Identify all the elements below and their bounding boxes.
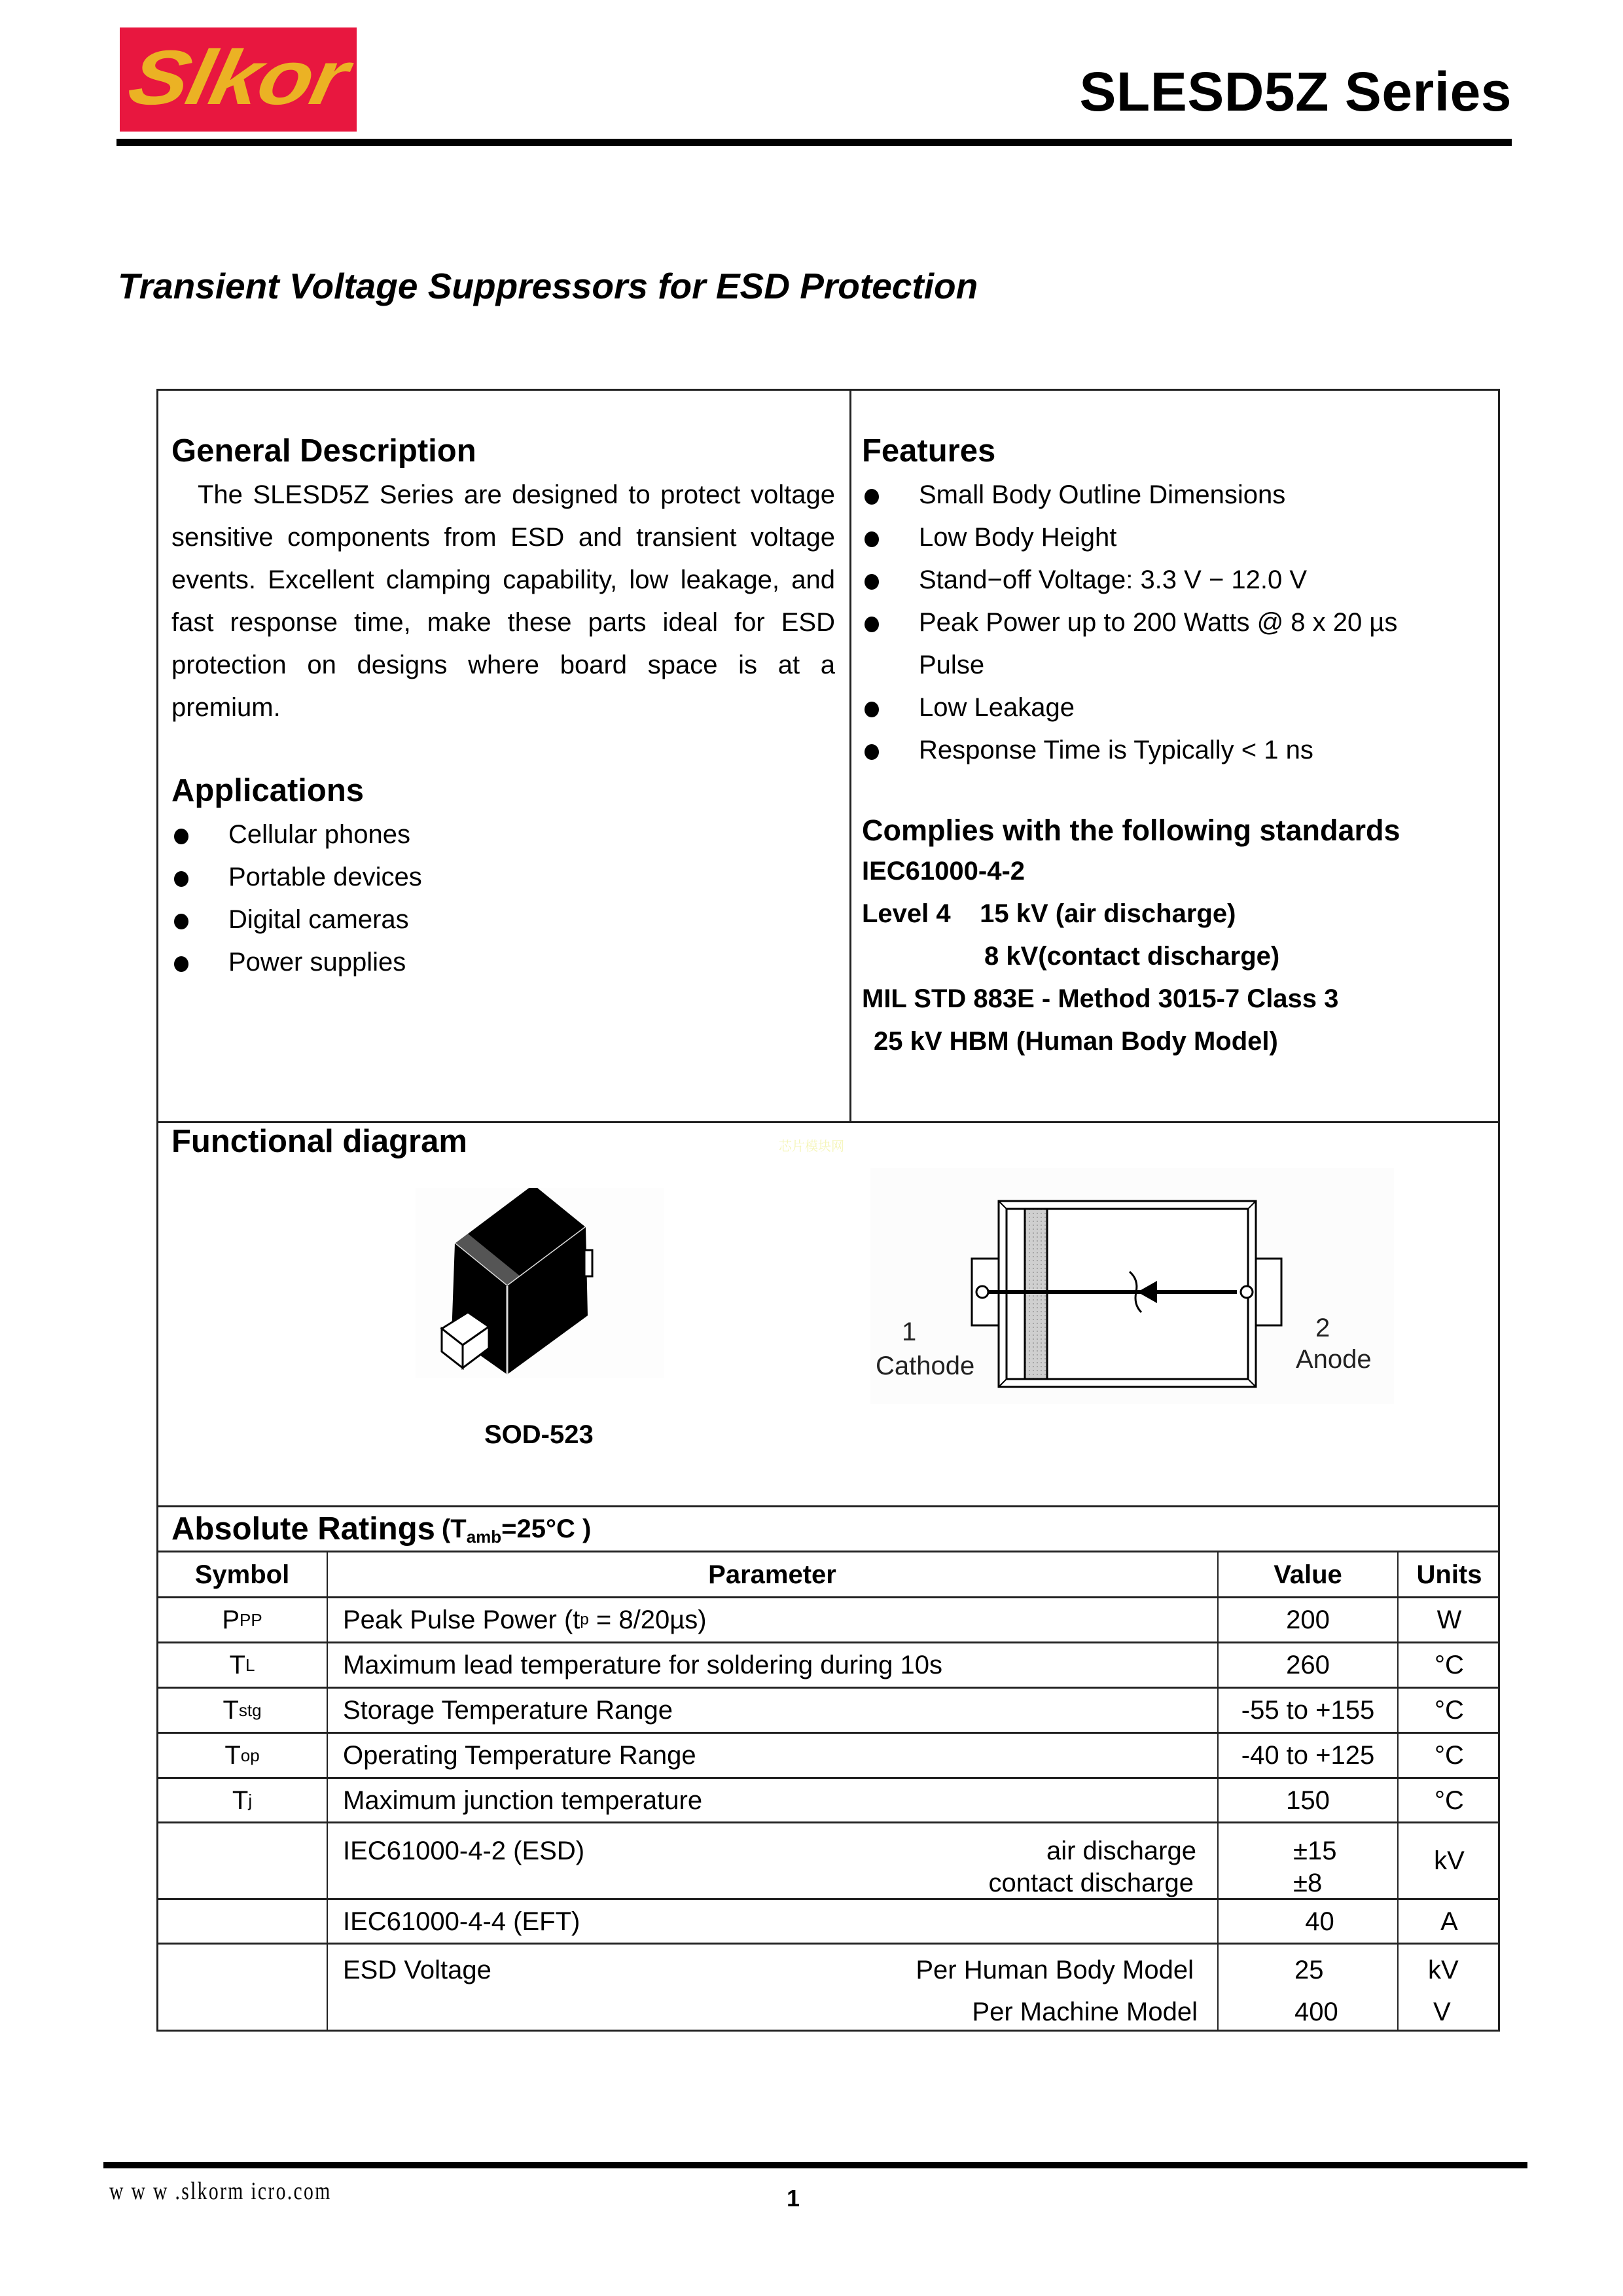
- list-item-text: Response Time is Typically < 1 ns: [919, 736, 1313, 764]
- units-cell: °C: [1435, 1741, 1464, 1770]
- units-hbm: kV: [1428, 1956, 1459, 1984]
- list-item: [862, 474, 1490, 516]
- document-subtitle: Transient Voltage Suppressors for ESD Protection: [118, 266, 978, 306]
- units-cell: °C: [1435, 1785, 1464, 1815]
- list-item-text: Cellular phones: [228, 820, 410, 849]
- list-item-text: Peak Power up to 200 Watts @ 8 x 20 µs Pulse: [919, 608, 1398, 679]
- symbol-cell: T stg: [223, 1696, 262, 1725]
- standard-line: 25 kV HBM (Human Body Model): [874, 1027, 1278, 1056]
- footer-rule: [103, 2162, 1527, 2168]
- condition-sub: amb: [466, 1526, 502, 1547]
- units-cell: A: [1440, 1907, 1458, 1936]
- bullet-icon: [174, 914, 188, 929]
- symbol-main: T: [229, 1651, 245, 1679]
- symbol-main: P: [222, 1605, 240, 1634]
- features-list: [862, 474, 1490, 772]
- bullet-icon: [174, 871, 188, 887]
- units-cell: W: [1436, 1605, 1462, 1634]
- table-line: [156, 1821, 1500, 1823]
- header-rule: [116, 139, 1512, 146]
- table-header-value: Value: [1274, 1560, 1342, 1589]
- pin2-number: 2: [1315, 1314, 1330, 1342]
- bullet-icon: [865, 702, 879, 717]
- list-item-text: Portable devices: [228, 863, 422, 891]
- document-title: SLESD5Z Series: [1079, 61, 1512, 122]
- condition-prefix: (T: [441, 1514, 467, 1543]
- description-line: protection on designs where board space is at a: [171, 651, 835, 679]
- value-cell: 200: [1286, 1605, 1330, 1634]
- general-description-section: [171, 435, 835, 729]
- bullet-icon: [865, 531, 879, 547]
- bullet-icon: [174, 829, 188, 844]
- value-air: ±15: [1293, 1837, 1337, 1865]
- symbol-main: T: [224, 1741, 241, 1770]
- ratings-condition: [441, 1514, 592, 1547]
- value-cell: -40 to +125: [1241, 1741, 1375, 1770]
- package-label: SOD-523: [484, 1420, 594, 1449]
- parameter-cell: ESD Voltage: [343, 1956, 491, 1984]
- standard-line: MIL STD 883E - Method 3015-7 Class 3: [862, 984, 1339, 1013]
- table-header-symbol: Symbol: [194, 1560, 290, 1589]
- list-item: [171, 814, 826, 856]
- watermark: 芯片模块网: [779, 1139, 844, 1154]
- units-mm: V: [1433, 1998, 1451, 2026]
- list-item-text: Small Body Outline Dimensions: [919, 480, 1286, 509]
- parameter-text: Peak Pulse Power (t: [343, 1605, 580, 1634]
- standards-section: [862, 816, 1490, 1063]
- condition-contact: contact discharge: [988, 1869, 1194, 1897]
- list-item-text: Digital cameras: [228, 905, 409, 934]
- pin2-name: Anode: [1296, 1345, 1372, 1374]
- list-item-text: Stand−off Voltage: 3.3 V − 12.0 V: [919, 565, 1308, 594]
- features-section: [862, 435, 1490, 772]
- description-line: fast response time, make these parts ideal for ESD: [171, 608, 835, 637]
- units-cell: °C: [1435, 1696, 1464, 1725]
- general-description-heading: General Description: [171, 433, 476, 469]
- column-divider: [849, 389, 851, 1123]
- general-description-text: [171, 474, 835, 729]
- pin1-name: Cathode: [876, 1352, 975, 1380]
- description-line: The SLESD5Z Series are designed to protect voltage: [198, 480, 835, 509]
- value-cell: 150: [1286, 1785, 1330, 1815]
- standard-line: 8 kV(contact discharge): [984, 942, 1280, 971]
- list-item: [862, 516, 1490, 559]
- value-hbm: 25: [1294, 1956, 1324, 1984]
- parameter-cell: Operating Temperature Range: [343, 1741, 696, 1770]
- package-illustration: [416, 1188, 664, 1378]
- company-logo: [120, 27, 357, 132]
- units-cell: kV: [1434, 1846, 1465, 1875]
- condition-suffix: =25°C ): [501, 1514, 592, 1543]
- value-cell: 40: [1305, 1907, 1334, 1936]
- symbol-cell: P PP: [222, 1605, 262, 1634]
- pinout-diagram: [870, 1168, 1394, 1404]
- standard-line: Level 4 15 kV (air discharge): [862, 899, 1236, 928]
- condition-hbm: Per Human Body Model: [916, 1956, 1194, 1984]
- description-line: events. Excellent clamping capability, low leakage, and: [171, 565, 835, 594]
- value-mm: 400: [1294, 1998, 1338, 2026]
- section-divider: [156, 1121, 1500, 1123]
- page-number: 1: [787, 2185, 800, 2212]
- table-header-units: Units: [1416, 1560, 1482, 1589]
- list-item: [862, 687, 1490, 729]
- list-item: [171, 856, 826, 899]
- pin1-number: 1: [902, 1318, 917, 1346]
- standards-heading: Complies with the following standards: [862, 814, 1400, 847]
- table-header-parameter: Parameter: [708, 1560, 836, 1589]
- parameter-tail: = 8/20µs): [588, 1605, 707, 1634]
- description-line: sensitive components from ESD and transient voltage: [171, 523, 835, 552]
- list-item: [862, 729, 1490, 772]
- list-item-text: Low Body Height: [919, 523, 1117, 552]
- logo-text: Slkor: [122, 34, 355, 121]
- absolute-ratings-heading: Absolute Ratings: [171, 1511, 435, 1547]
- standard-line: IEC61000-4-2: [862, 857, 1026, 886]
- table-line: [156, 1943, 1500, 1945]
- symbol-cell: T j: [232, 1785, 253, 1815]
- bullet-icon: [865, 617, 879, 632]
- parameter-cell: Maximum lead temperature for soldering during 10s: [343, 1651, 942, 1679]
- list-item: [862, 559, 1490, 601]
- list-item-text: Power supplies: [228, 948, 406, 977]
- parameter-cell: Maximum junction temperature: [343, 1785, 703, 1815]
- parameter-cell: IEC61000-4-4 (EFT): [343, 1907, 580, 1936]
- list-item-text: Low Leakage: [919, 693, 1075, 722]
- bullet-icon: [174, 956, 188, 972]
- list-item: [171, 941, 826, 984]
- parameter-cell: IEC61000-4-2 (ESD): [343, 1837, 585, 1865]
- list-item: [862, 601, 1416, 687]
- parameter-cell: Peak Pulse Power (t p = 8/20µs): [343, 1605, 707, 1634]
- parameter-cell: Storage Temperature Range: [343, 1696, 673, 1725]
- applications-section: [171, 775, 826, 984]
- features-heading: Features: [862, 433, 996, 469]
- sod523-package-icon: [416, 1188, 664, 1378]
- units-cell: °C: [1435, 1651, 1464, 1679]
- condition-air: air discharge: [1046, 1837, 1196, 1865]
- bullet-icon: [865, 744, 879, 760]
- symbol-main: T: [232, 1785, 249, 1815]
- value-contact: ±8: [1293, 1869, 1323, 1897]
- value-cell: -55 to +155: [1241, 1696, 1375, 1725]
- absolute-ratings-title: [171, 1507, 591, 1551]
- symbol-main: T: [223, 1696, 239, 1725]
- applications-list: [171, 814, 826, 984]
- applications-heading: Applications: [171, 773, 365, 808]
- bullet-icon: [865, 574, 879, 590]
- condition-mm: Per Machine Model: [972, 1998, 1198, 2026]
- footer-website-link[interactable]: w w w .slkorm icro.com: [109, 2178, 332, 2205]
- list-item: [171, 899, 826, 941]
- description-line: premium.: [171, 693, 281, 722]
- symbol-cell: T L: [229, 1651, 255, 1679]
- functional-diagram-heading: Functional diagram: [171, 1124, 467, 1159]
- bullet-icon: [865, 489, 879, 505]
- value-cell: 260: [1286, 1651, 1330, 1679]
- symbol-cell: T op: [224, 1741, 260, 1770]
